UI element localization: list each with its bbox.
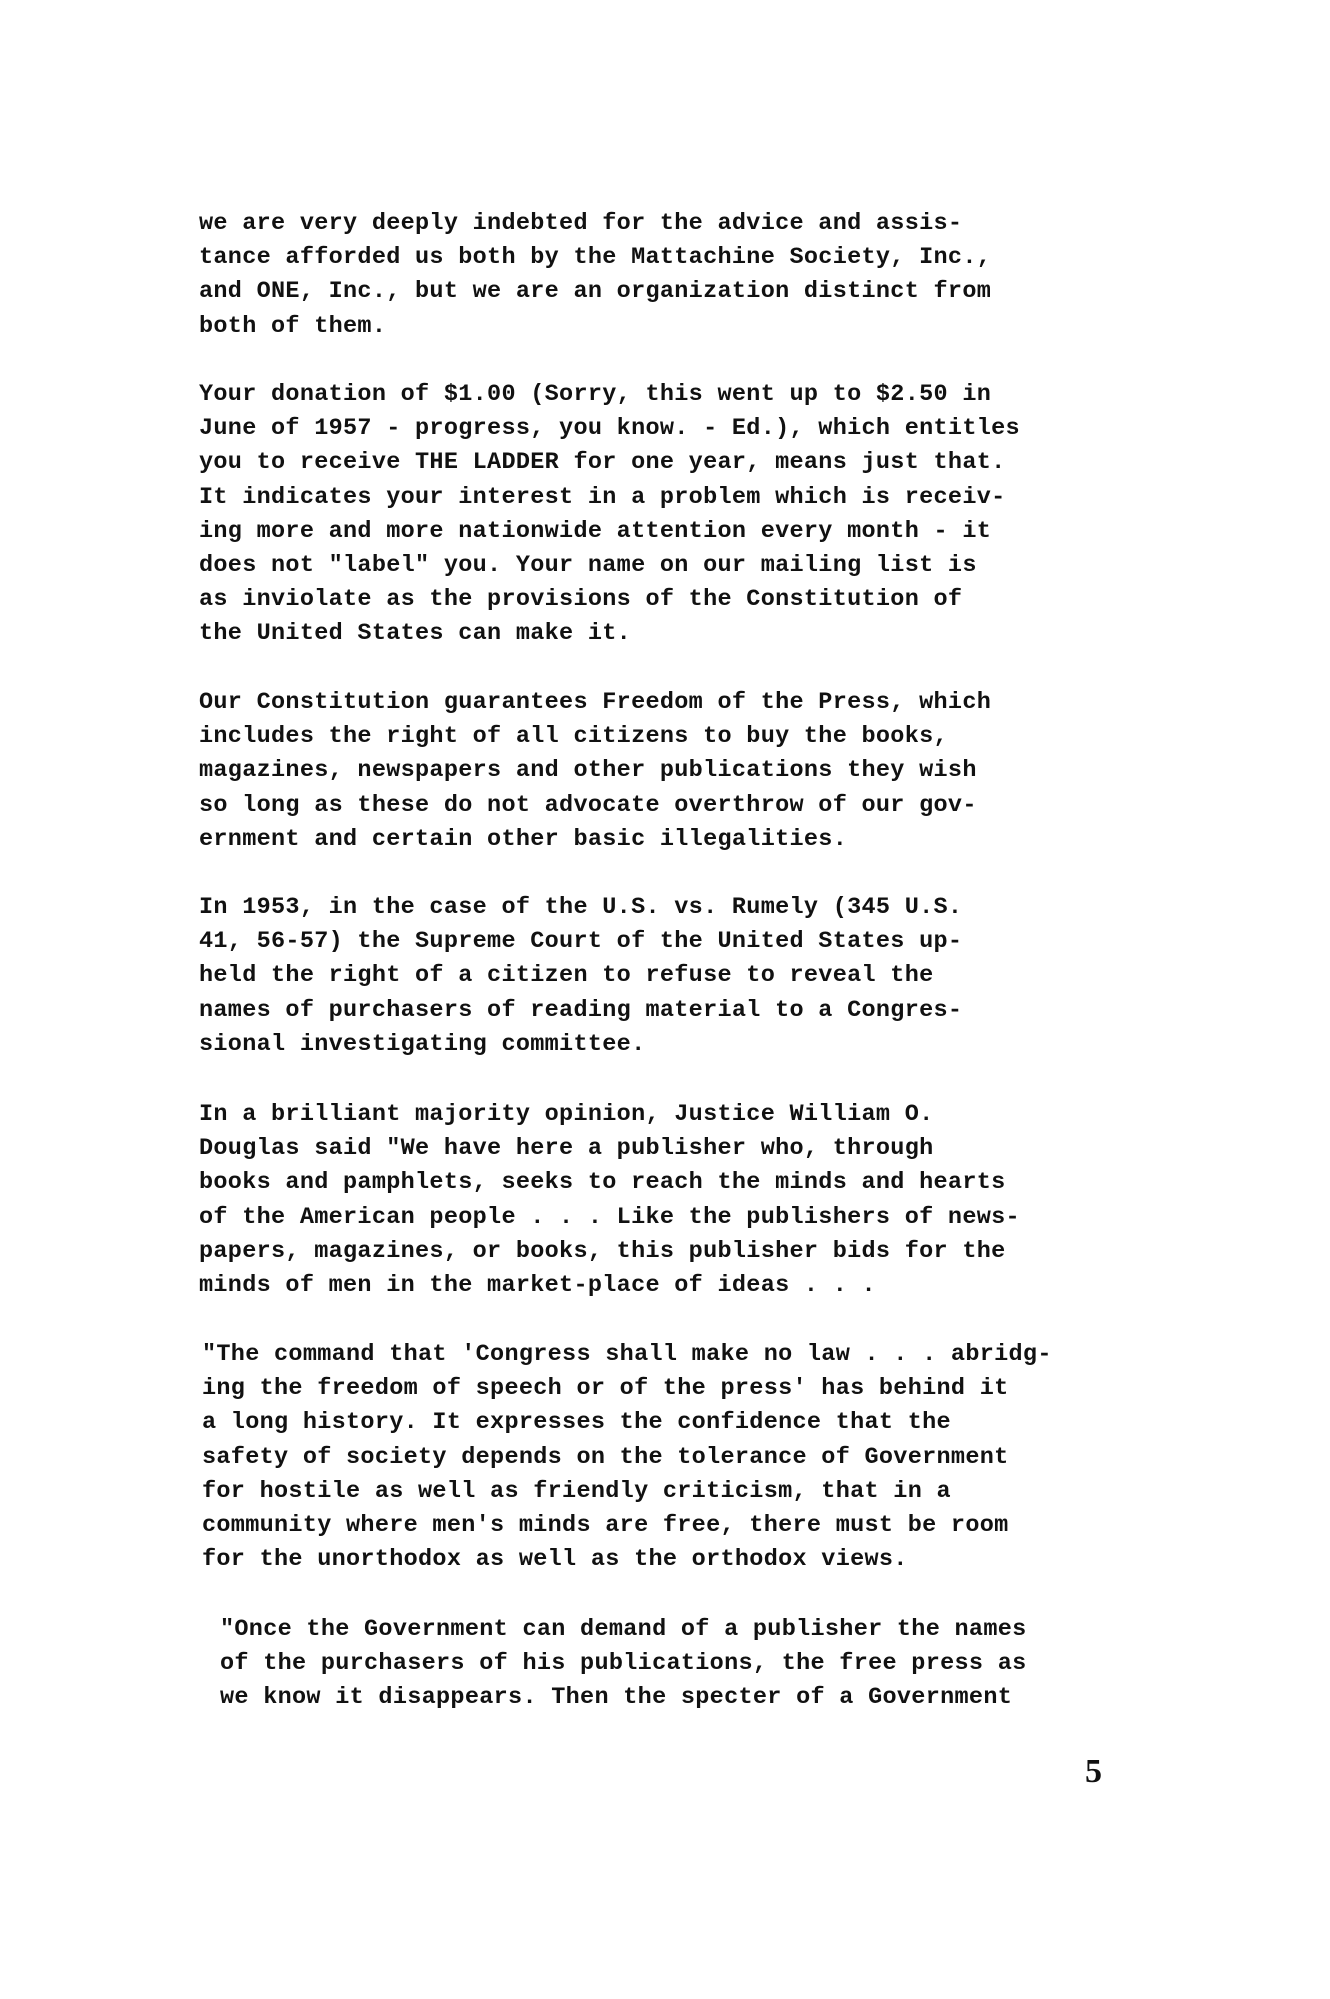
paragraph-constitution: [199, 686, 1199, 857]
text-line: does not "label" you. Your name on our mailing list is: [199, 552, 977, 580]
paragraph-organization-distinct: [199, 207, 1199, 344]
paragraph-government-demand: [220, 1613, 1220, 1716]
text-line: both of them.: [199, 312, 387, 340]
text-line: papers, magazines, or books, this publisher bids for the: [199, 1237, 1006, 1265]
text-line: as inviolate as the provisions of the Constitution of: [199, 586, 963, 614]
text-line: In a brilliant majority opinion, Justice William O.: [199, 1101, 934, 1128]
text-line: includes the right of all citizens to buy the books,: [199, 723, 948, 751]
text-line: tance afforded us both by the Mattachine Society, Inc.,: [199, 244, 992, 272]
paragraph-command-quote: [202, 1338, 1202, 1577]
text-line: minds of men in the market-place of ideas . . .: [199, 1272, 876, 1300]
text-line: Our Constitution guarantees Freedom of the Press, which: [199, 689, 992, 716]
text-line: we are very deeply indebted for the advice and assis-: [199, 210, 963, 237]
text-line: ing more and more nationwide attention every month - it: [199, 517, 992, 545]
text-line: In 1953, in the case of the U.S. vs. Rumely (345 U.S.: [199, 894, 963, 921]
paragraph-rumely-case: [199, 891, 1199, 1062]
text-line: 41, 56-57) the Supreme Court of the United States up-: [199, 928, 963, 956]
text-line: a long history. It expresses the confidence that the: [202, 1409, 951, 1437]
text-line: "Once the Government can demand of a publisher the names: [220, 1616, 1027, 1643]
text-line: safety of society depends on the tolerance of Government: [202, 1443, 1009, 1471]
text-line: Douglas said "We have here a publisher who, through: [199, 1135, 934, 1163]
text-line: the United States can make it.: [199, 620, 632, 648]
text-line: Your donation of $1.00 (Sorry, this went up to $2.50 in: [199, 381, 992, 408]
text-line: sional investigating committee.: [199, 1030, 646, 1058]
text-line: June of 1957 - progress, you know. - Ed.), which entitles: [199, 415, 1020, 443]
text-line: and ONE, Inc., but we are an organization distinct from: [199, 278, 992, 306]
text-line: magazines, newspapers and other publications they wish: [199, 757, 977, 785]
text-line: "The command that 'Congress shall make no law . . . abridg-: [202, 1341, 1052, 1368]
text-line: for hostile as well as friendly criticism, that in a: [202, 1477, 951, 1505]
text-line: so long as these do not advocate overthrow of our gov-: [199, 791, 977, 819]
page-number: 5: [1085, 1753, 1102, 1790]
text-line: ing the freedom of speech or of the press' has behind it: [202, 1375, 1009, 1403]
text-line: of the American people . . . Like the publishers of news-: [199, 1203, 1020, 1231]
text-line: It indicates your interest in a problem which is receiv-: [199, 483, 1006, 511]
text-line: community where men's minds are free, there must be room: [202, 1512, 1009, 1540]
text-line: ernment and certain other basic illegalities.: [199, 825, 848, 853]
text-line: names of purchasers of reading material to a Congres-: [199, 996, 963, 1024]
text-line: for the unorthodox as well as the orthodox views.: [202, 1546, 908, 1574]
text-line: you to receive THE LADDER for one year, means just that.: [199, 449, 1006, 477]
paragraph-douglas-opinion: [199, 1098, 1199, 1303]
text-line: we know it disappears. Then the specter of a Government: [220, 1684, 1013, 1712]
text-line: books and pamphlets, seeks to reach the minds and hearts: [199, 1169, 1006, 1197]
paragraph-donation: [199, 378, 1199, 652]
text-line: held the right of a citizen to refuse to reveal the: [199, 962, 934, 990]
text-line: of the purchasers of his publications, the free press as: [220, 1650, 1027, 1678]
